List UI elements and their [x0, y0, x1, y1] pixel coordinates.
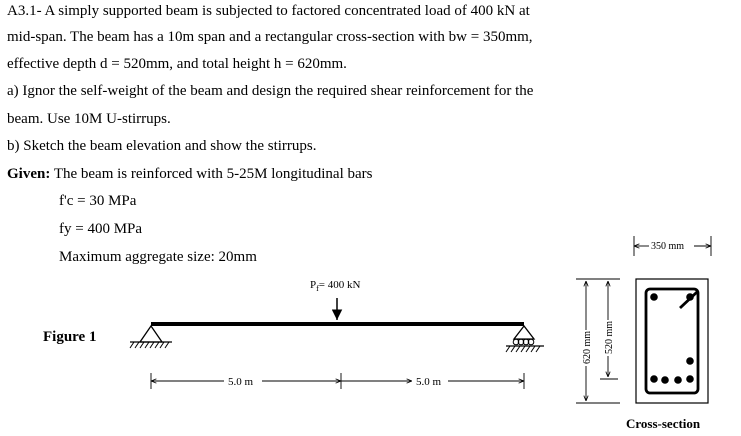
problem-line-4: a) Ignor the self-weight of the beam and design the required shear reinforcement for the	[7, 83, 534, 99]
span-dimension	[151, 373, 524, 389]
problem-line-3: effective depth d = 520mm, and total height h = 620mm.	[7, 56, 347, 72]
load-symbol: P	[310, 279, 317, 291]
rebar-bottom-3	[674, 376, 682, 384]
given-text: The beam is reinforced with 5-25M longitudinal bars	[50, 166, 373, 182]
problem-line-1: A3.1- A simply supported beam is subjected to factored concentrated load of 400 kN at	[7, 3, 530, 19]
width-dim-label: 350 mm	[651, 241, 685, 252]
rebar-bottom-1	[650, 375, 658, 383]
span-left-label: 5.0 m	[228, 376, 254, 388]
load-label	[310, 279, 361, 293]
pin-support-left	[130, 326, 172, 348]
height-dim-label: 620 mm	[582, 330, 593, 364]
param-fc: f'c = 30 MPa	[59, 193, 137, 209]
rebar-bottom-2	[661, 376, 669, 384]
rebars	[650, 293, 694, 384]
problem-line-2: mid-span. The beam has a 10m span and a rectangular cross-section with bw = 350mm,	[7, 29, 533, 45]
depth-dim-label: 520 mm	[604, 320, 615, 354]
figure-label: Figure 1	[43, 329, 97, 345]
load-subscript: f	[316, 284, 319, 293]
problem-line-6: b) Sketch the beam elevation and show the stirrups.	[7, 138, 317, 154]
rebar-bottom-4	[686, 375, 694, 383]
rebar-top-right	[686, 293, 694, 301]
span-right-label: 5.0 m	[416, 376, 442, 388]
param-aggregate: Maximum aggregate size: 20mm	[59, 249, 257, 265]
problem-line-5: beam. Use 10M U-stirrups.	[7, 111, 171, 127]
rebar-middle-right	[686, 357, 694, 365]
cross-section-label: Cross-section	[626, 416, 701, 431]
roller-support-right	[506, 326, 544, 352]
given-label: Given:	[7, 166, 51, 182]
load-value: = 400 kN	[318, 279, 361, 291]
param-fy: fy = 400 MPa	[59, 221, 143, 237]
rebar-top-left	[650, 293, 658, 301]
